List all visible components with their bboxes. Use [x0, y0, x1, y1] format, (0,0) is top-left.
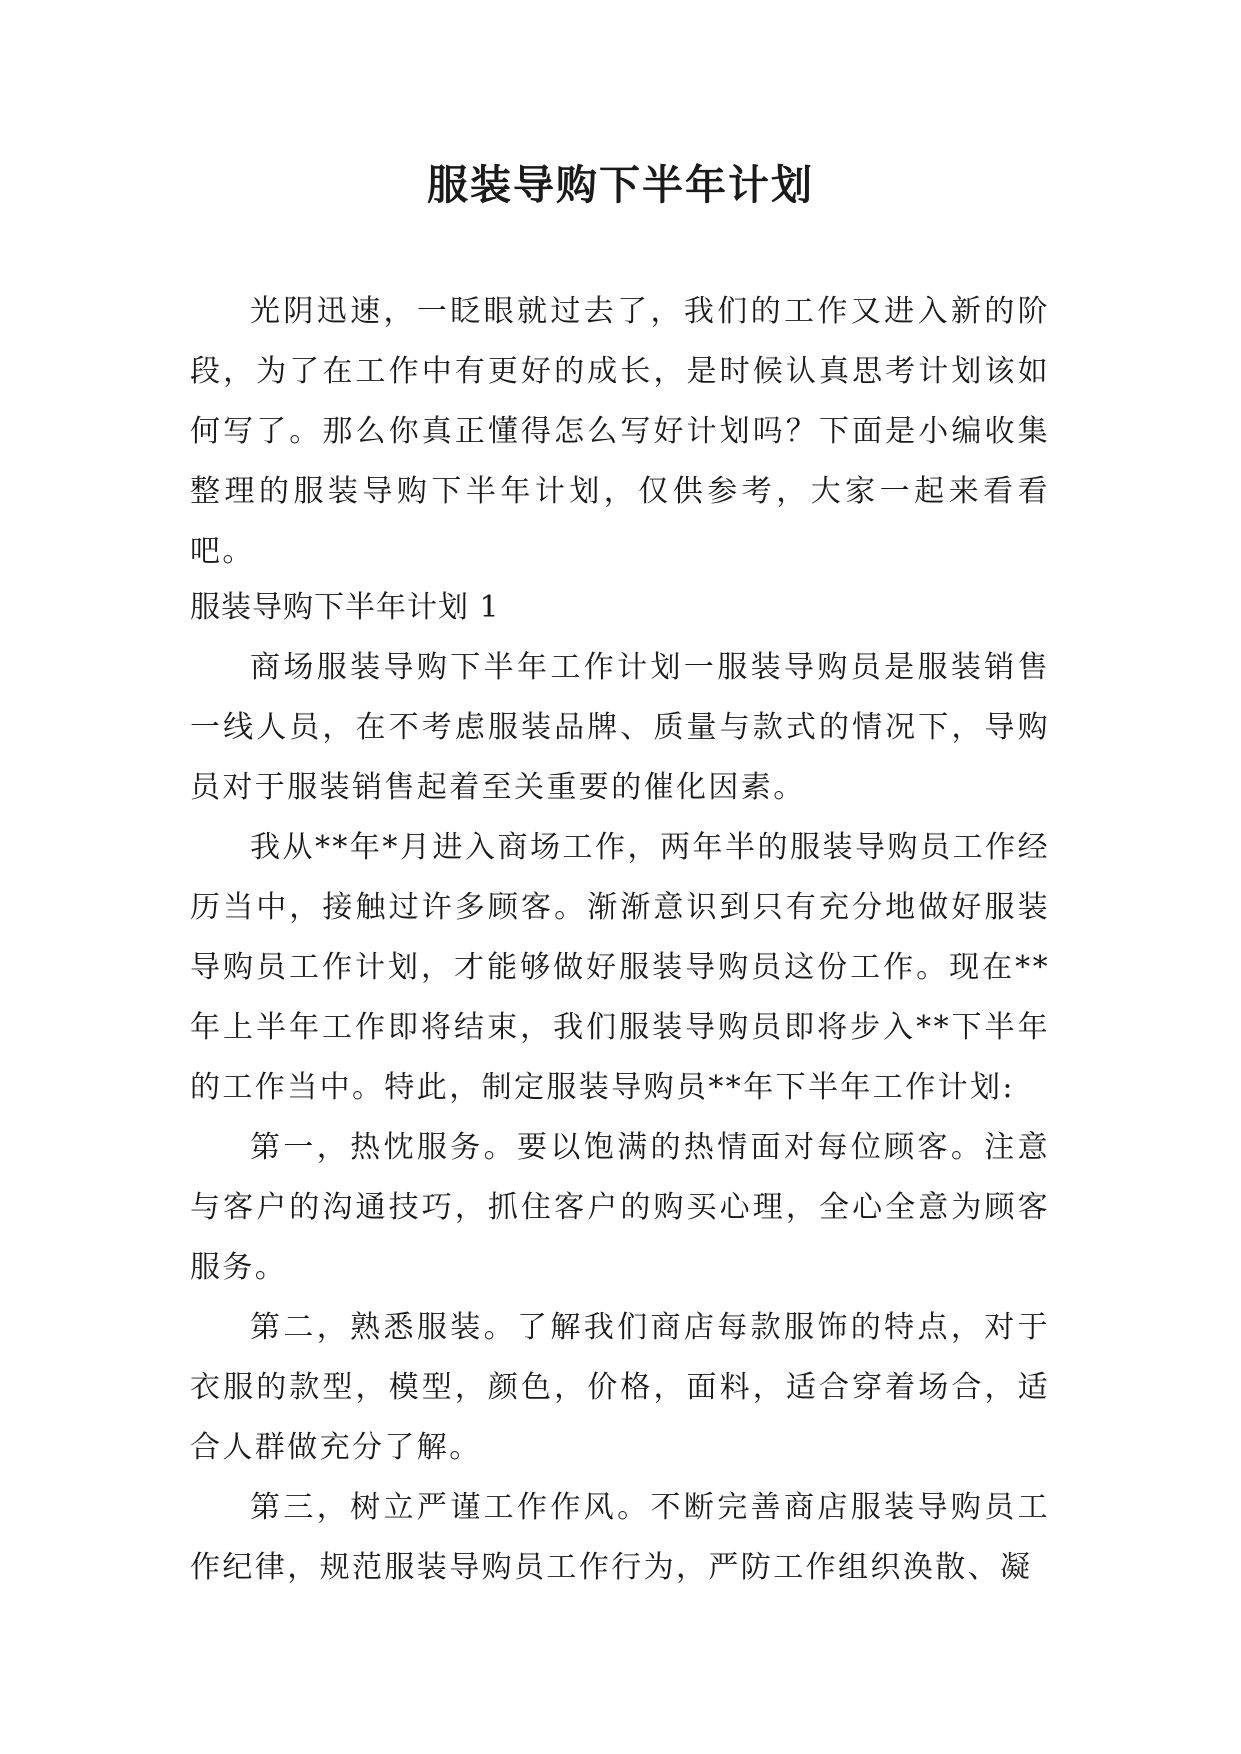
section-heading: 服装导购下半年计划 1 [190, 590, 500, 625]
body-paragraph: 第二，熟悉服装。了解我们商店每款服饰的特点，对于衣服的款型，模型，颜色，价格，面料，适合穿着场合，适合人群做充分了解。 [190, 1310, 1050, 1465]
section-block [190, 578, 1050, 1598]
body-paragraph: 商场服装导购下半年工作计划一服装导购员是服装销售一线人员，在不考虑服装品牌、质量与款式的情况下，导购员对于服装销售起着至关重要的催化因素。 [190, 650, 1050, 805]
document-title: 服装导购下半年计划 [427, 161, 814, 209]
body-paragraph: 第一，热忱服务。要以饱满的热情面对每位顾客。注意与客户的沟通技巧，抓住客户的购买心理，全心全意为顾客服务。 [190, 1130, 1050, 1285]
intro-paragraph: 光阴迅速，一眨眼就过去了，我们的工作又进入新的阶段，为了在工作中有更好的成长，是时候认真思考计划该如何写了。那么你真正懂得怎么写好计划吗？下面是小编收集整理的服装导购下半年计划，仅供参考，大家一起来看看吧。 [190, 294, 1050, 569]
body-paragraph: 第三，树立严谨工作作风。不断完善商店服装导购员工作纪律，规范服装导购员工作行为，严防工作组织涣散、凝 [190, 1490, 1050, 1585]
intro-block [190, 282, 1050, 582]
body-paragraph: 我从**年*月进入商场工作，两年半的服装导购员工作经历当中，接触过许多顾客。渐渐意识到只有充分地做好服装导购员工作计划，才能够做好服装导购员这份工作。现在**年上半年工作即将结束，我们服装导购员即将步入**下半年的工作当中。特此，制定服装导购员**年下半年工作计划: [190, 830, 1050, 1105]
